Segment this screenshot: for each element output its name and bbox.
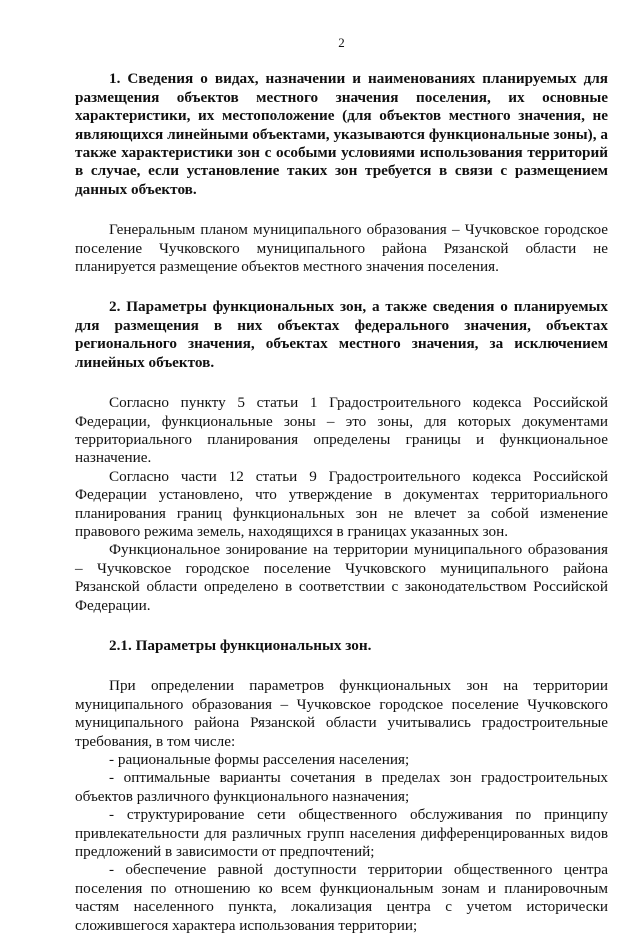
section-1-paragraph: Генеральным планом муниципального образования – Чучковское городское поселение Чучковского муниципального района Рязанской области не планируется размещение объектов местного значения поселения.	[75, 221, 608, 276]
list-item: - оптимальные варианты сочетания в пределах зон градостроительных объектов различного функционального назначения;	[75, 769, 608, 805]
list-item: - обеспечение равной доступности территории общественного центра поселения по отношению ко всем функциональным зонам и планировочным частям населенного пункта, локализация центра с учетом исторически сложившегося характера использования территории;	[75, 861, 608, 934]
document-page	[75, 34, 608, 935]
section-2-heading: 2. Параметры функциональных зон, а также сведения о планируемых для размещения в них объектах федерального значения, объектах регионального значения, объектах местного значения, за исключением линейных объектов.	[75, 298, 608, 371]
page-number: 2	[338, 35, 345, 50]
section-2-paragraph-3: Функциональное зонирование на территории муниципального образования – Чучковское городское поселение Чучковского муниципального района Рязанской области определено в соответствии с законодательством Российской Федерации.	[75, 541, 608, 614]
section-2-1-paragraph: При определении параметров функциональных зон на территории муниципального образования – Чучковское городское поселение Чучковского муниципального района Рязанской области учитывались градостроительные требования, в том числе:	[75, 677, 608, 750]
section-1-heading: 1. Сведения о видах, назначении и наименованиях планируемых для размещения объектов местного значения поселения, их основные характеристики, их местоположение (для объектов местного значения, не являющихся линейными объектами, указываются функциональные зоны), а также характеристики зон с особыми условиями использования территорий в случае, если установление таких зон требуется в связи с размещением данных объектов.	[75, 70, 608, 198]
section-2-paragraph-1: Согласно пункту 5 статьи 1 Градостроительного кодекса Российской Федерации, функциональные зоны – это зоны, для которых документами территориального планирования определены границы и функциональное назначение.	[75, 394, 608, 467]
list-item: - структурирование сети общественного обслуживания по принципу привлекательности для различных групп населения дифференцированных видов предложений в зависимости от предпочтений;	[75, 806, 608, 861]
list-item: - рациональные формы расселения населения;	[109, 751, 410, 768]
section-2-paragraph-2: Согласно части 12 статьи 9 Градостроительного кодекса Российской Федерации установлено, что утверждение в документах территориального планирования границ функциональных зон не влечет за собой изменение правового режима земель, находящихся в границах указанных зон.	[75, 467, 608, 540]
section-2-1-heading: 2.1. Параметры функциональных зон.	[109, 636, 372, 654]
